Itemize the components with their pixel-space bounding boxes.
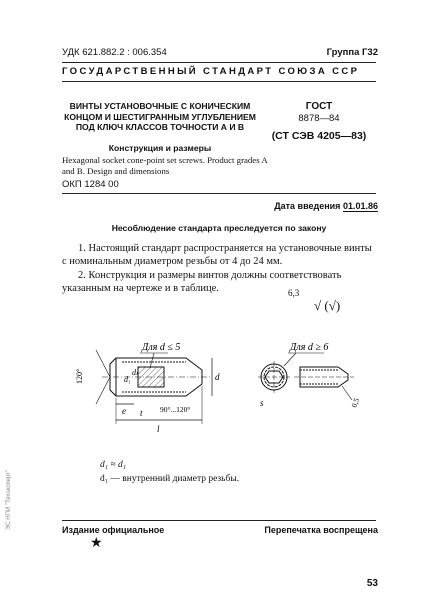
top-rule (62, 62, 376, 63)
screw-drawing (62, 320, 376, 455)
angle-point: 90°...120° (160, 405, 191, 414)
gost-block (262, 101, 376, 142)
state-standard-heading: ГОСУДАРСТВЕННЫЙ СТАНДАРТ СОЮЗА ССР (62, 66, 360, 77)
footer-rule (62, 520, 376, 521)
legend-approx: d₁ ≈ d₁ (100, 460, 127, 470)
dim-e: e (122, 406, 126, 416)
dim-t: t (140, 408, 143, 418)
roughness-symbol: √ (√) (314, 298, 341, 313)
label-leader (150, 353, 154, 368)
roughness-value: 6,3 (288, 288, 300, 298)
header-rule (62, 81, 376, 82)
page-number: 53 (366, 578, 378, 589)
legal-warning: Несоблюдение стандарта преследуется по закону (111, 223, 327, 233)
legend-definition: d₁ — внутренний диаметр резьбы. (100, 474, 240, 484)
official-edition: Издание официальное (62, 525, 165, 535)
effective-date-label: Дата введения (274, 201, 341, 211)
angle-line (96, 350, 110, 377)
gost-number: 8878—84 (298, 113, 340, 124)
st-sev-number: (СТ СЭВ 4205—83) (271, 130, 367, 142)
angle-head: 120° (75, 368, 84, 384)
reprint-prohibited: Перепечатка воспрещена (264, 525, 378, 535)
udk-code: УДК 621.882.2 : 006.354 (62, 47, 167, 58)
title-rule (62, 193, 376, 194)
effective-date (274, 201, 378, 211)
document-subtitle: Конструкция и размеры (108, 143, 212, 153)
radius-leader (342, 386, 352, 400)
effective-date-value: 01.01.86 (342, 201, 378, 211)
dim-d1: d₁ (124, 375, 131, 384)
english-title: Hexagonal socket cone-point set screws. Product grades A and B. Design and dimensions (62, 155, 268, 176)
gost-label: ГОСТ (305, 101, 333, 112)
dim-dt: dₜ (132, 368, 139, 377)
dim-s: s (260, 398, 264, 408)
dim-r: 0,5 (349, 396, 362, 409)
label-right: Для d ≥ 6 (290, 342, 329, 353)
dim-d: d (215, 372, 220, 382)
label-left: Для d ≤ 5 (142, 342, 181, 353)
okp-code: ОКП 1284 00 (62, 179, 119, 190)
angle-line (96, 377, 110, 404)
paragraph-2: 2. Конструкция и размеры винтов должны соответствовать указанным на чертеже и в таблице. (62, 270, 342, 294)
group-code: Группа Г32 (326, 47, 378, 58)
dim-l: l (157, 424, 160, 434)
star-icon: ★ (90, 534, 103, 550)
paragraph-1: 1. Настоящий стандарт распространяется на установочные винты с номинальным диаметром резьбы от 4 до 24 мм. (62, 243, 372, 267)
document-title: ВИНТЫ УСТАНОВОЧНЫЕ С КОНИЧЕСКИМ КОНЦОМ И ШЕСТИГРАННЫМ УГЛУБЛЕНИЕМ ПОД КЛЮЧ КЛАССОВ ТОЧНОСТИ А И В (64, 101, 256, 132)
label-leader (284, 353, 296, 366)
side-watermark: ЭС НПИ "Техэксперт" (6, 469, 12, 530)
